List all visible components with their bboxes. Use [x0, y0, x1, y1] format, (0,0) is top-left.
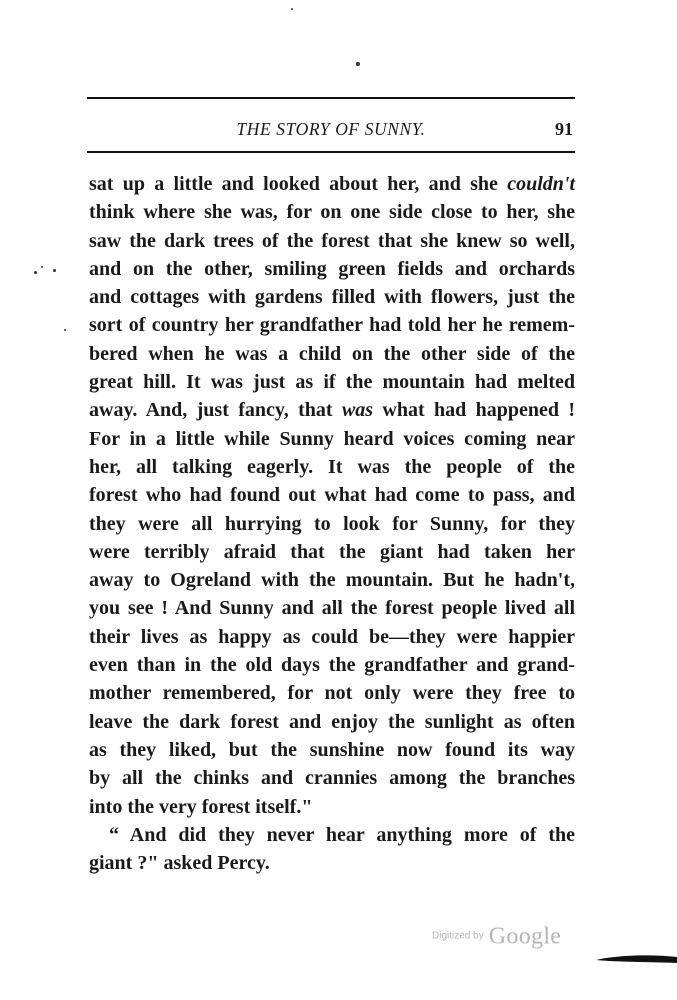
scan-speck [41, 266, 43, 268]
text-line [89, 170, 575, 198]
scan-speck [64, 329, 66, 331]
text-line [89, 368, 575, 396]
text-segment: what had happened ! [373, 399, 575, 422]
text-line [89, 283, 575, 311]
running-title: THE STORY OF SUNNY. [236, 119, 426, 139]
text-line [89, 679, 575, 707]
text-segment: even than in the old days the grandfather and grand- [89, 654, 575, 677]
scan-speck [356, 62, 360, 66]
text-segment: their lives as happy as could be—they were happier [89, 625, 575, 648]
text-segment: they were all hurrying to look for Sunny, for they [89, 512, 575, 535]
scan-speck [53, 269, 56, 272]
text-line [89, 425, 575, 453]
text-segment: think where she was, for on one side close to her, she [89, 201, 575, 224]
header-rule-bottom [87, 151, 575, 153]
text-segment: sort of country her grandfather had told her he remem- [89, 314, 575, 337]
text-line [89, 793, 575, 821]
text-segment: saw the dark trees of the forest that she knew so well, [89, 229, 575, 252]
text-segment: bered when he was a child on the other side of the [89, 342, 575, 365]
text-line [89, 623, 575, 651]
text-segment: her, all talking eagerly. It was the people of the [89, 455, 575, 478]
text-segment: were terribly afraid that the giant had taken her [89, 540, 575, 563]
text-segment: sat up a little and looked about her, and she [89, 173, 508, 195]
text-segment: forest who had found out what had come to pass, and [89, 484, 575, 507]
text-segment: leave the dark forest and enjoy the sunlight as often [89, 710, 575, 733]
text-segment: great hill. It was just as if the mountain had melted [89, 371, 575, 394]
text-segment: as they liked, but the sunshine now found its way [89, 738, 575, 761]
text-segment: away. And, just fancy, that [89, 399, 342, 422]
italic-word: was [341, 399, 374, 422]
text-segment: you see ! And Sunny and all the forest people lived all [89, 597, 575, 620]
running-head [87, 116, 575, 142]
text-line [89, 764, 575, 792]
text-line [89, 538, 575, 566]
text-line [89, 736, 575, 764]
text-segment: and cottages with gardens filled with flowers, just the [89, 286, 575, 309]
text-line [89, 227, 575, 255]
text-line [89, 566, 575, 594]
page-curl-mark [596, 953, 677, 967]
text-segment: mother remembered, for not only were they free to [89, 682, 575, 705]
text-segment: and on the other, smiling green fields and orchards [89, 257, 575, 280]
text-segment: For in a little while Sunny heard voices coming near [89, 427, 575, 450]
text-line [89, 821, 575, 849]
text-line [89, 311, 575, 339]
text-line [89, 708, 575, 736]
body-text [89, 170, 575, 877]
text-line [89, 340, 575, 368]
page-number: 91 [555, 119, 573, 139]
text-segment: into the very forest itself." [89, 795, 313, 818]
text-segment: giant ?" asked Percy. [89, 852, 270, 875]
text-segment: “ And did they never hear anything more of the [109, 823, 575, 846]
header-rule-top [87, 97, 575, 99]
digitized-by-label: Digitized by [432, 930, 484, 942]
scan-speck [34, 271, 37, 274]
italic-word: couldn't [507, 173, 575, 195]
text-line [89, 510, 575, 538]
text-segment: by all the chinks and crannies among the branches [89, 767, 575, 790]
google-logo-text: Google [488, 923, 562, 950]
text-line [89, 594, 575, 622]
digitized-by-watermark [432, 922, 561, 950]
text-line [89, 481, 575, 509]
scan-speck [291, 8, 293, 10]
text-line [89, 255, 575, 283]
text-line [89, 396, 575, 424]
text-line [89, 453, 575, 481]
text-line [89, 198, 575, 226]
text-line [89, 849, 575, 877]
text-line [89, 651, 575, 679]
text-segment: away to Ogreland with the mountain. But he hadn't, [89, 569, 575, 592]
